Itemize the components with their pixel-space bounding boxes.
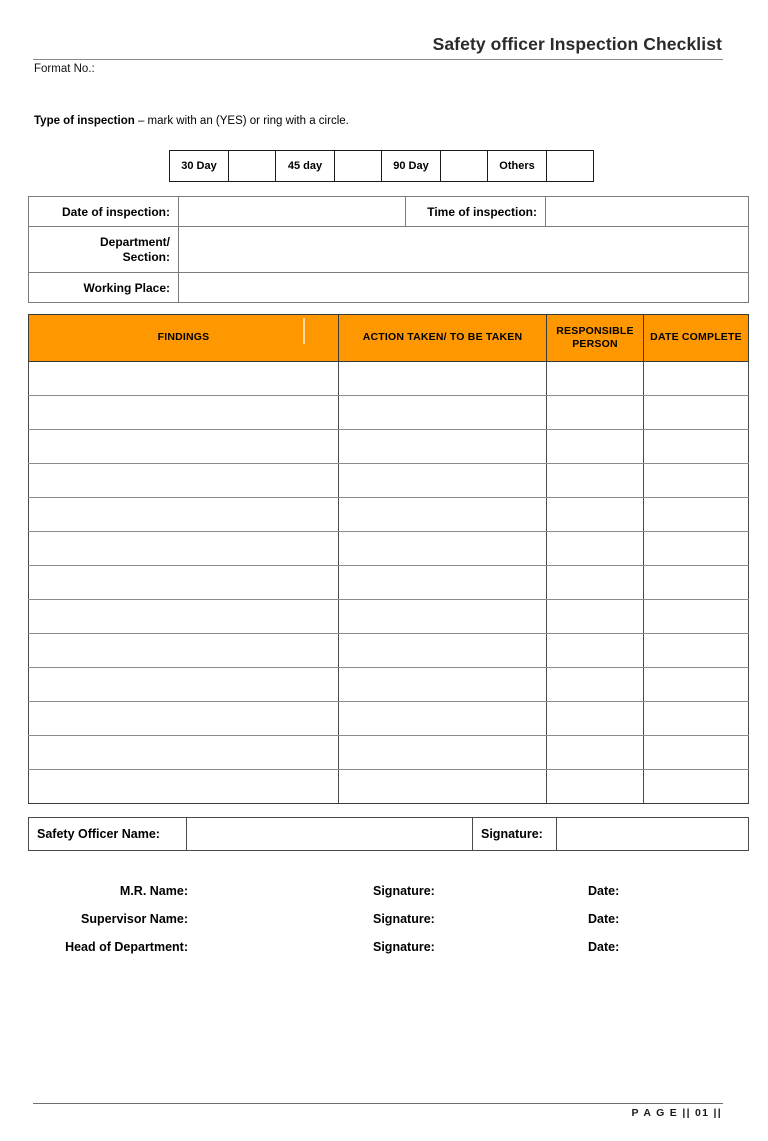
- table-row: [29, 600, 749, 634]
- findings-table-body: [29, 362, 749, 804]
- cell-findings[interactable]: [29, 770, 339, 804]
- safety-officer-signature-field[interactable]: [557, 818, 749, 851]
- signature-label: Signature:: [373, 912, 435, 926]
- inspection-type-row: [170, 151, 594, 182]
- cell-findings[interactable]: [29, 634, 339, 668]
- inspection-info-table: [28, 196, 749, 303]
- column-header-action-taken: [339, 315, 547, 362]
- time-of-inspection-label: Time of inspection:: [406, 197, 546, 227]
- header-divider: [33, 59, 723, 60]
- cell-date-complete[interactable]: [644, 600, 749, 634]
- inspection-type-instruction-rest: – mark with an (YES) or ring with a circle.: [134, 115, 349, 127]
- date-of-inspection-label: Date of inspection:: [29, 197, 179, 227]
- working-place-label: Working Place:: [29, 273, 179, 303]
- cell-action-taken[interactable]: [339, 702, 547, 736]
- inspection-type-label-90day: 90 Day: [382, 151, 441, 182]
- cell-action-taken[interactable]: [339, 736, 547, 770]
- cell-findings[interactable]: [29, 362, 339, 396]
- column-header-responsible-line1: RESPONSIBLE: [556, 324, 634, 337]
- cell-responsible-person[interactable]: [547, 600, 644, 634]
- cell-action-taken[interactable]: [339, 430, 547, 464]
- cell-date-complete[interactable]: [644, 498, 749, 532]
- cell-date-complete[interactable]: [644, 396, 749, 430]
- cell-responsible-person[interactable]: [547, 702, 644, 736]
- cell-date-complete[interactable]: [644, 532, 749, 566]
- info-row-date-time: [29, 197, 749, 227]
- cell-date-complete[interactable]: [644, 702, 749, 736]
- working-place-field[interactable]: [179, 273, 749, 303]
- inspection-type-table: [169, 150, 594, 182]
- cell-responsible-person[interactable]: [547, 532, 644, 566]
- department-label-line2: Section:: [122, 249, 170, 264]
- cell-date-complete[interactable]: [644, 668, 749, 702]
- cell-findings[interactable]: [29, 430, 339, 464]
- cell-action-taken[interactable]: [339, 566, 547, 600]
- column-header-findings: FINDINGS: [29, 315, 339, 362]
- cell-responsible-person[interactable]: [547, 498, 644, 532]
- cell-findings[interactable]: [29, 532, 339, 566]
- cell-action-taken[interactable]: [339, 668, 547, 702]
- signature-row: [28, 912, 748, 940]
- signature-block: [28, 884, 748, 968]
- cell-action-taken[interactable]: [339, 464, 547, 498]
- signature-row: [28, 940, 748, 968]
- cell-responsible-person[interactable]: [547, 566, 644, 600]
- department-label-line1: Department/: [99, 234, 170, 249]
- table-row: [29, 702, 749, 736]
- inspection-type-checkbox-90day[interactable]: [441, 151, 488, 182]
- table-row: [29, 362, 749, 396]
- format-no-label: Format No.:: [34, 63, 95, 75]
- findings-table: [28, 314, 749, 804]
- cell-action-taken[interactable]: [339, 498, 547, 532]
- signature-label: Signature:: [373, 940, 435, 954]
- table-row: [29, 396, 749, 430]
- safety-officer-row: [29, 818, 749, 851]
- cell-findings[interactable]: [29, 668, 339, 702]
- cell-responsible-person[interactable]: [547, 634, 644, 668]
- cell-findings[interactable]: [29, 736, 339, 770]
- cell-responsible-person[interactable]: [547, 430, 644, 464]
- cell-date-complete[interactable]: [644, 770, 749, 804]
- info-row-working-place: [29, 273, 749, 303]
- table-row: [29, 498, 749, 532]
- footer-divider: [33, 1103, 723, 1104]
- column-header-date-complete: DATE COMPLETE: [644, 315, 749, 362]
- table-row: [29, 532, 749, 566]
- table-row: [29, 736, 749, 770]
- safety-officer-name-field[interactable]: [187, 818, 473, 851]
- cell-action-taken[interactable]: [339, 634, 547, 668]
- signature-name-label: Supervisor Name:: [81, 912, 188, 926]
- safety-officer-table: [28, 817, 749, 851]
- inspection-type-label-45day: 45 day: [276, 151, 335, 182]
- cell-responsible-person[interactable]: [547, 464, 644, 498]
- inspection-type-label-others: Others: [488, 151, 547, 182]
- cell-date-complete[interactable]: [644, 464, 749, 498]
- inspection-type-instruction: [34, 115, 349, 127]
- department-section-field[interactable]: [179, 227, 749, 273]
- column-header-responsible-line2: PERSON: [572, 338, 618, 350]
- cell-date-complete[interactable]: [644, 736, 749, 770]
- safety-officer-name-label: Safety Officer Name:: [29, 818, 187, 851]
- department-section-label: [29, 227, 179, 273]
- findings-table-header-row: [29, 315, 749, 362]
- signature-name-label: M.R. Name:: [119, 884, 188, 898]
- inspection-type-label-30day: 30 Day: [170, 151, 229, 182]
- info-row-department: [29, 227, 749, 273]
- cell-responsible-person[interactable]: [547, 362, 644, 396]
- inspection-type-checkbox-others[interactable]: [547, 151, 594, 182]
- column-header-responsible-person: [547, 315, 644, 362]
- cell-action-taken[interactable]: [339, 600, 547, 634]
- table-row: [29, 634, 749, 668]
- signature-date-label: Date:: [588, 940, 620, 954]
- cell-responsible-person[interactable]: [547, 396, 644, 430]
- table-row: [29, 566, 749, 600]
- findings-table-head: [29, 315, 749, 362]
- cell-findings[interactable]: [29, 702, 339, 736]
- cell-findings[interactable]: [29, 600, 339, 634]
- inspection-type-checkbox-30day[interactable]: [229, 151, 276, 182]
- signature-label: Signature:: [373, 884, 435, 898]
- table-row: [29, 770, 749, 804]
- date-of-inspection-field[interactable]: [179, 197, 406, 227]
- cell-findings[interactable]: [29, 464, 339, 498]
- cell-action-taken[interactable]: [339, 770, 547, 804]
- cell-responsible-person[interactable]: [547, 668, 644, 702]
- cell-date-complete[interactable]: [644, 430, 749, 464]
- cell-findings[interactable]: [29, 566, 339, 600]
- signature-date-label: Date:: [588, 884, 620, 898]
- table-row: [29, 430, 749, 464]
- column-header-action-taken-text: ACTION TAKEN/ TO BE TAKEN: [341, 331, 544, 344]
- cell-responsible-person[interactable]: [547, 770, 644, 804]
- cell-action-taken[interactable]: [339, 362, 547, 396]
- page-title: Safety officer Inspection Checklist: [432, 34, 722, 54]
- cell-date-complete[interactable]: [644, 362, 749, 396]
- cell-findings[interactable]: [29, 498, 339, 532]
- cell-findings[interactable]: [29, 396, 339, 430]
- safety-officer-signature-label: Signature:: [473, 818, 557, 851]
- inspection-type-checkbox-45day[interactable]: [335, 151, 382, 182]
- signature-row: [28, 884, 748, 912]
- inspection-type-instruction-bold: Type of inspection: [34, 115, 135, 127]
- cell-responsible-person[interactable]: [547, 736, 644, 770]
- table-row: [29, 464, 749, 498]
- footer-page-number: P A G E || 01 ||: [631, 1107, 722, 1119]
- signature-date-label: Date:: [588, 912, 620, 926]
- signature-name-label: Head of Department:: [65, 940, 188, 954]
- cell-action-taken[interactable]: [339, 396, 547, 430]
- table-row: [29, 668, 749, 702]
- cell-action-taken[interactable]: [339, 532, 547, 566]
- time-of-inspection-field[interactable]: [546, 197, 749, 227]
- cell-date-complete[interactable]: [644, 634, 749, 668]
- cell-date-complete[interactable]: [644, 566, 749, 600]
